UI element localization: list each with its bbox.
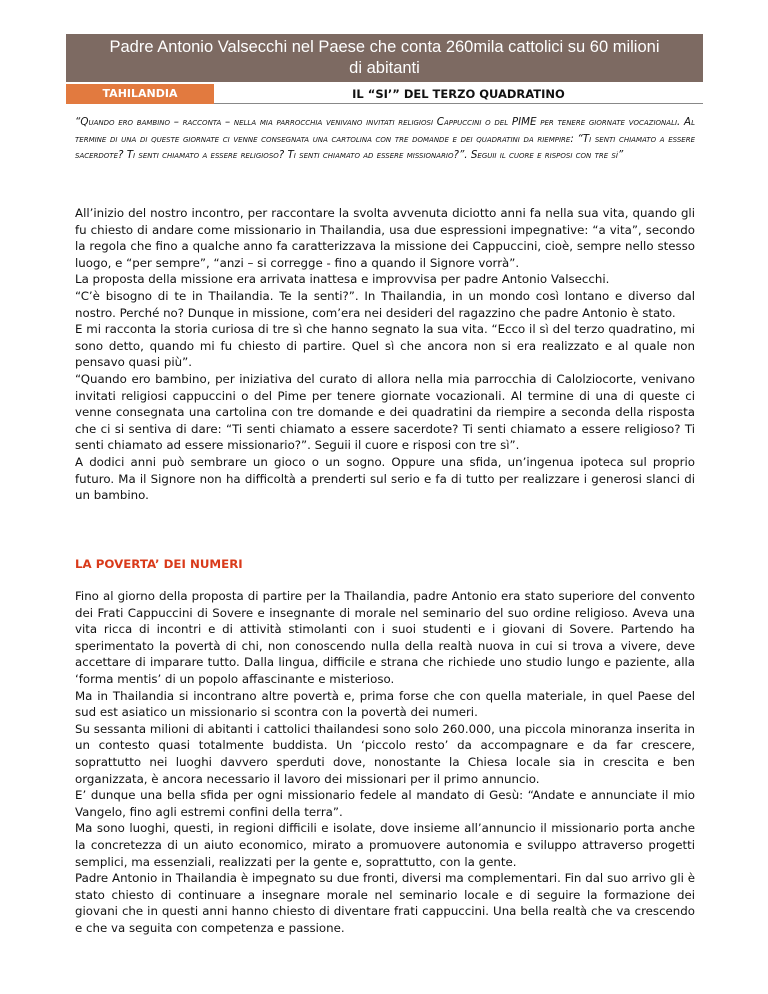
article-headline: IL “SI’” DEL TERZO QUADRATINO: [214, 84, 703, 104]
body-paragraph: “Quando ero bambino, per iniziativa del curato di allora nella mia parrocchia di Calolziocorte, venivano invitati religiosi cappuccini o del Pime per tenere giornate vocazionali. Al termine di una di queste ci venne consegnata una cartolina con tre domande e dei quadratini da riempire a seconda della risposta che ci si sentiva di dare: “Ti senti chiamato a essere sacerdote? Ti senti chiamato a essere religioso? Ti senti chiamato ad essere missionario?”. Seguii il cuore e risposi con tre sì”.: [75, 371, 695, 453]
body-paragraph: Su sessanta milioni di abitanti i cattolici thailandesi sono solo 260.000, una piccola minoranza inserita in un contesto quasi totalmente buddista. Un ‘piccolo resto’ da accompagnare e da far crescere, soprattutto nei luoghi davvero sperduti dove, nonostante la Chiesa locale sia in crescita e ben organizzata, è ancora necessario il lavoro dei missionari per il primo annuncio.: [75, 721, 695, 786]
tag-row: [66, 82, 703, 106]
article-title-line-2: di abitanti: [349, 59, 420, 77]
body-paragraph: All’inizio del nostro incontro, per raccontare la svolta avvenuta diciotto anni fa nella sua vita, quando gli fu chiesto di andare come missionario in Thailandia, usa due espressioni impegnative: “a vita”, secondo la regola che fino a qualche anno fa caratterizzava la missione dei Cappuccini, cioè, sempre nello stesso luogo, e “per sempre”, “anzi – si corregge - fino a quando il Signore vorrà”.: [75, 206, 695, 270]
body-section-1: [75, 205, 695, 504]
body-paragraph: La proposta della missione era arrivata inattesa e improvvisa per padre Antonio Valsecchi.: [75, 272, 610, 287]
body-paragraph: E’ dunque una bella sfida per ogni missionario fedele al mandato di Gesù: “Andate e annunciate il mio Vangelo, fino agli estremi confini della terra”.: [75, 788, 695, 819]
body-paragraph: E mi racconta la storia curiosa di tre sì che hanno segnato la sua vita. “Ecco il sì del terzo quadratino, mi sono detto, quando mi fu chiesto di partire. Quel sì che ancora non si era realizzato e al quale non pensavo quasi più”.: [75, 322, 695, 370]
body-paragraph: Ma in Thailandia si incontrano altre povertà e, prima forse che con quella materiale, in quel Paese del sud est asiatico un missionario si scontra con la povertà dei numeri.: [75, 688, 695, 720]
body-paragraph: Padre Antonio in Thailandia è impegnato su due fronti, diversi ma complementari. Fin dal suo arrivo gli è stato chiesto di continuare a insegnare morale nel seminario locale e di seguire la formazione dei giovani che in questi anni hanno chiesto di diventare frati cappuccini. Una bella realtà che va crescendo e che va seguita con competenza e passione.: [75, 871, 695, 935]
body-paragraph: Fino al giorno della proposta di partire per la Thailandia, padre Antonio era stato superiore del convento dei Frati Cappuccini di Sovere e insegnante di morale nel seminario del suo ordine religioso. Aveva una vita ricca di incontri e di attività stimolanti con i suoi studenti e i giovani di Sovere. Partendo ha sperimentato la povertà di chi, non conoscendo nulla della realtà nuova in cui si trova a vivere, deve accettare di imparare tutto. Dalla lingua, difficile e strana che richiede uno studio lungo e paziente, alla ‘forma mentis’ di un popolo affascinante e misterioso.: [75, 589, 695, 686]
lead-paragraph: “Quando ero bambino – racconta – nella mia parrocchia venivano invitati religiosi Cappuccini o del PIME per tenere giornate vocazionali. Al termine di una di queste giornate ci venne consegnata una cartolina con tre domande e dei quadratini da riempire: “Ti senti chiamato a essere sacerdote? Ti senti chiamato a essere religioso? Ti senti chiamato ad essere missionario?”. Seguii il cuore e risposi con tre sì”: [75, 116, 695, 161]
section-tag: TAHILANDIA: [66, 84, 214, 104]
body-paragraph: Ma sono luoghi, questi, in regioni difficili e isolate, dove insieme all’annuncio il missionario porta anche la concretezza di un aiuto economico, mirato a promuovere autonomia e sviluppo attraverso progetti semplici, ma essenziali, realizzati per la gente e, soprattutto, con la gente.: [75, 821, 695, 869]
body-paragraph: A dodici anni può sembrare un gioco o un sogno. Oppure una sfida, un’ingenua ipoteca sul proprio futuro. Ma il Signore non ha difficoltà a prenderti sul serio e fa di tutto per realizzare i generosi slanci di un bambino.: [75, 454, 695, 503]
section-heading: LA POVERTA’ DEI NUMERI: [75, 557, 243, 571]
article-title-banner: [66, 34, 703, 82]
body-section-2: [75, 588, 695, 936]
body-paragraph: “C’è bisogno di te in Thailandia. Te la senti?”. In Thailandia, in un mondo così lontano e diverso dal nostro. Perché no? Dunque in missione, com’era nei desideri del ragazzino che padre Antonio è stato.: [75, 288, 695, 320]
article-title-line-1: Padre Antonio Valsecchi nel Paese che conta 260mila cattolici su 60 milioni: [109, 38, 660, 56]
